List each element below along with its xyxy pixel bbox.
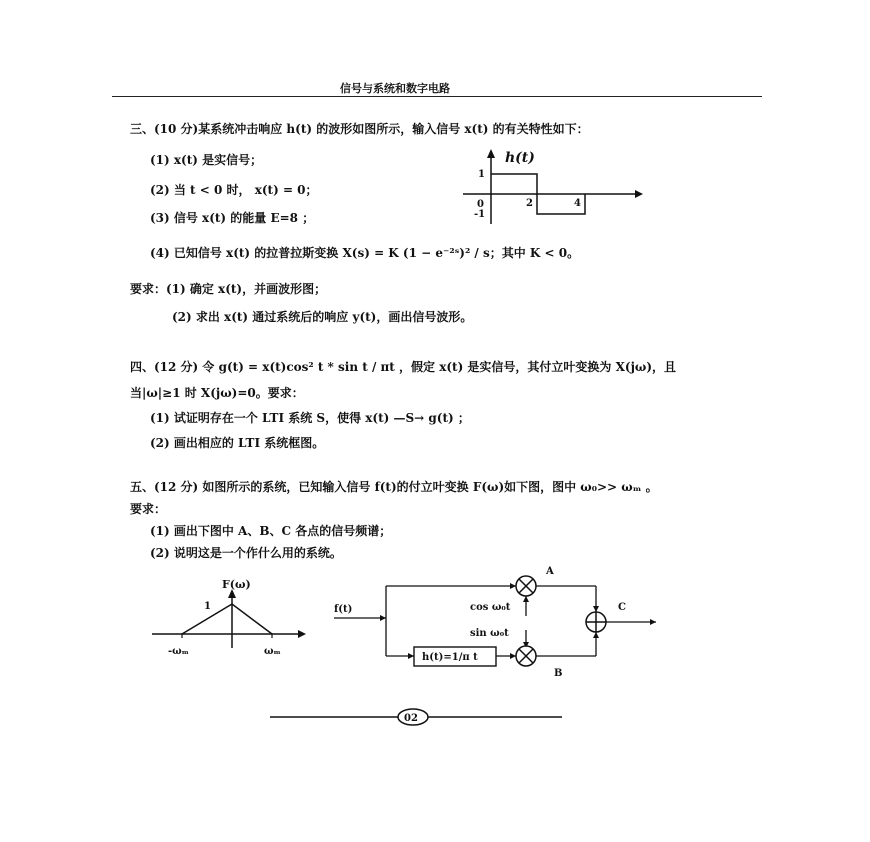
ht-waveform-figure — [455, 146, 645, 226]
q4-title: 四、(12 分) 令 g(t) = x(t)cos² t * sin t / πt ，假定 x(t) 是实信号，其付立叶变换为 X(jω)，且 — [130, 360, 677, 374]
multiplier-bottom-icon — [516, 646, 536, 666]
system-diagram — [330, 560, 675, 685]
multiplier-top-icon — [516, 576, 536, 596]
ht-tick-minus-one: -1 — [474, 209, 486, 220]
q5-title: 五、(12 分) 如图所示的系统，已知输入信号 f(t)的付立叶变换 F(ω)如下图，图中 ω₀>> ωₘ 。 — [130, 480, 658, 494]
q5-req-1: (1) 画出下图中 A、B、C 各点的信号频谱； — [150, 524, 392, 538]
spectrum-triangle — [182, 604, 272, 634]
top-branch-arrow — [510, 583, 516, 589]
filter-out-arrow — [510, 653, 516, 659]
ht-tick-zero: 0 — [477, 199, 484, 210]
spectrum-one: 1 — [204, 601, 211, 612]
spectrum-label: F(ω) — [222, 578, 251, 591]
q3-req-2: (2) 求出 x(t) 通过系统后的响应 y(t)，画出信号波形。 — [172, 310, 473, 324]
cos-arrow — [523, 596, 529, 602]
spectrum-neg-wm: -ωₘ — [168, 646, 189, 657]
point-C-label: C — [618, 602, 626, 613]
spectrum-x-arrow — [298, 630, 306, 638]
q4-req-1: (1) 试证明存在一个 LTI 系统 S，使得 x(t) —S→ g(t) ； — [150, 411, 470, 425]
q3-cond-4: (4) 已知信号 x(t) 的拉普拉斯变换 X(s) = K (1 − e⁻²ˢ)² / s；其中 K < 0。 — [150, 246, 580, 260]
ht-label: h(t) — [505, 150, 535, 166]
point-B-label: B — [554, 668, 563, 679]
q5-req: 要求： — [130, 502, 167, 516]
point-A-label: A — [546, 566, 554, 577]
q4-line-2: 当|ω|≥1 时 X(jω)=0。要求： — [130, 386, 304, 400]
sin-carrier-label: sin ω₀t — [470, 628, 509, 639]
spectrum-figure — [148, 578, 318, 666]
ht-tick-four: 4 — [574, 198, 581, 209]
adder-icon — [586, 612, 606, 632]
q3-cond-3: (3) 信号 x(t) 的能量 E=8 ； — [150, 211, 315, 225]
q3-req-1: 要求：(1) 确定 x(t)，并画波形图； — [130, 282, 327, 296]
top-down-arrow — [593, 606, 599, 612]
q3-title: 三、(10 分)某系统冲击响应 h(t) 的波形如图所示，输入信号 x(t) 的有关特性如下： — [130, 122, 589, 136]
cos-carrier-label: cos ω₀t — [470, 602, 511, 613]
ht-y-arrow — [487, 149, 495, 158]
q4-req-2: (2) 画出相应的 LTI 系统框图。 — [150, 436, 325, 450]
q3-cond-2: (2) 当 t < 0 时， x(t) = 0； — [150, 183, 318, 197]
ht-tick-two: 2 — [526, 198, 533, 209]
bottom-up-arrow — [593, 632, 599, 638]
header-title: 信号与系统和数字电路 — [340, 82, 450, 95]
input-arrow — [380, 615, 386, 621]
q5-req-2: (2) 说明这是一个作什么用的系统。 — [150, 546, 342, 560]
spectrum-pos-wm: ωₘ — [264, 646, 281, 657]
ht-x-arrow — [635, 190, 643, 198]
hilbert-filter-label: h(t)=1/π t — [422, 652, 478, 663]
header-rule — [112, 96, 762, 97]
output-arrow — [650, 619, 656, 625]
page-number: 02 — [404, 713, 418, 724]
page-footer — [270, 705, 570, 729]
q3-cond-1: (1) x(t) 是实信号； — [150, 153, 263, 167]
ht-tick-one: 1 — [478, 169, 485, 180]
bottom-branch-arrow — [408, 653, 414, 659]
system-input-label: f(t) — [334, 604, 353, 615]
